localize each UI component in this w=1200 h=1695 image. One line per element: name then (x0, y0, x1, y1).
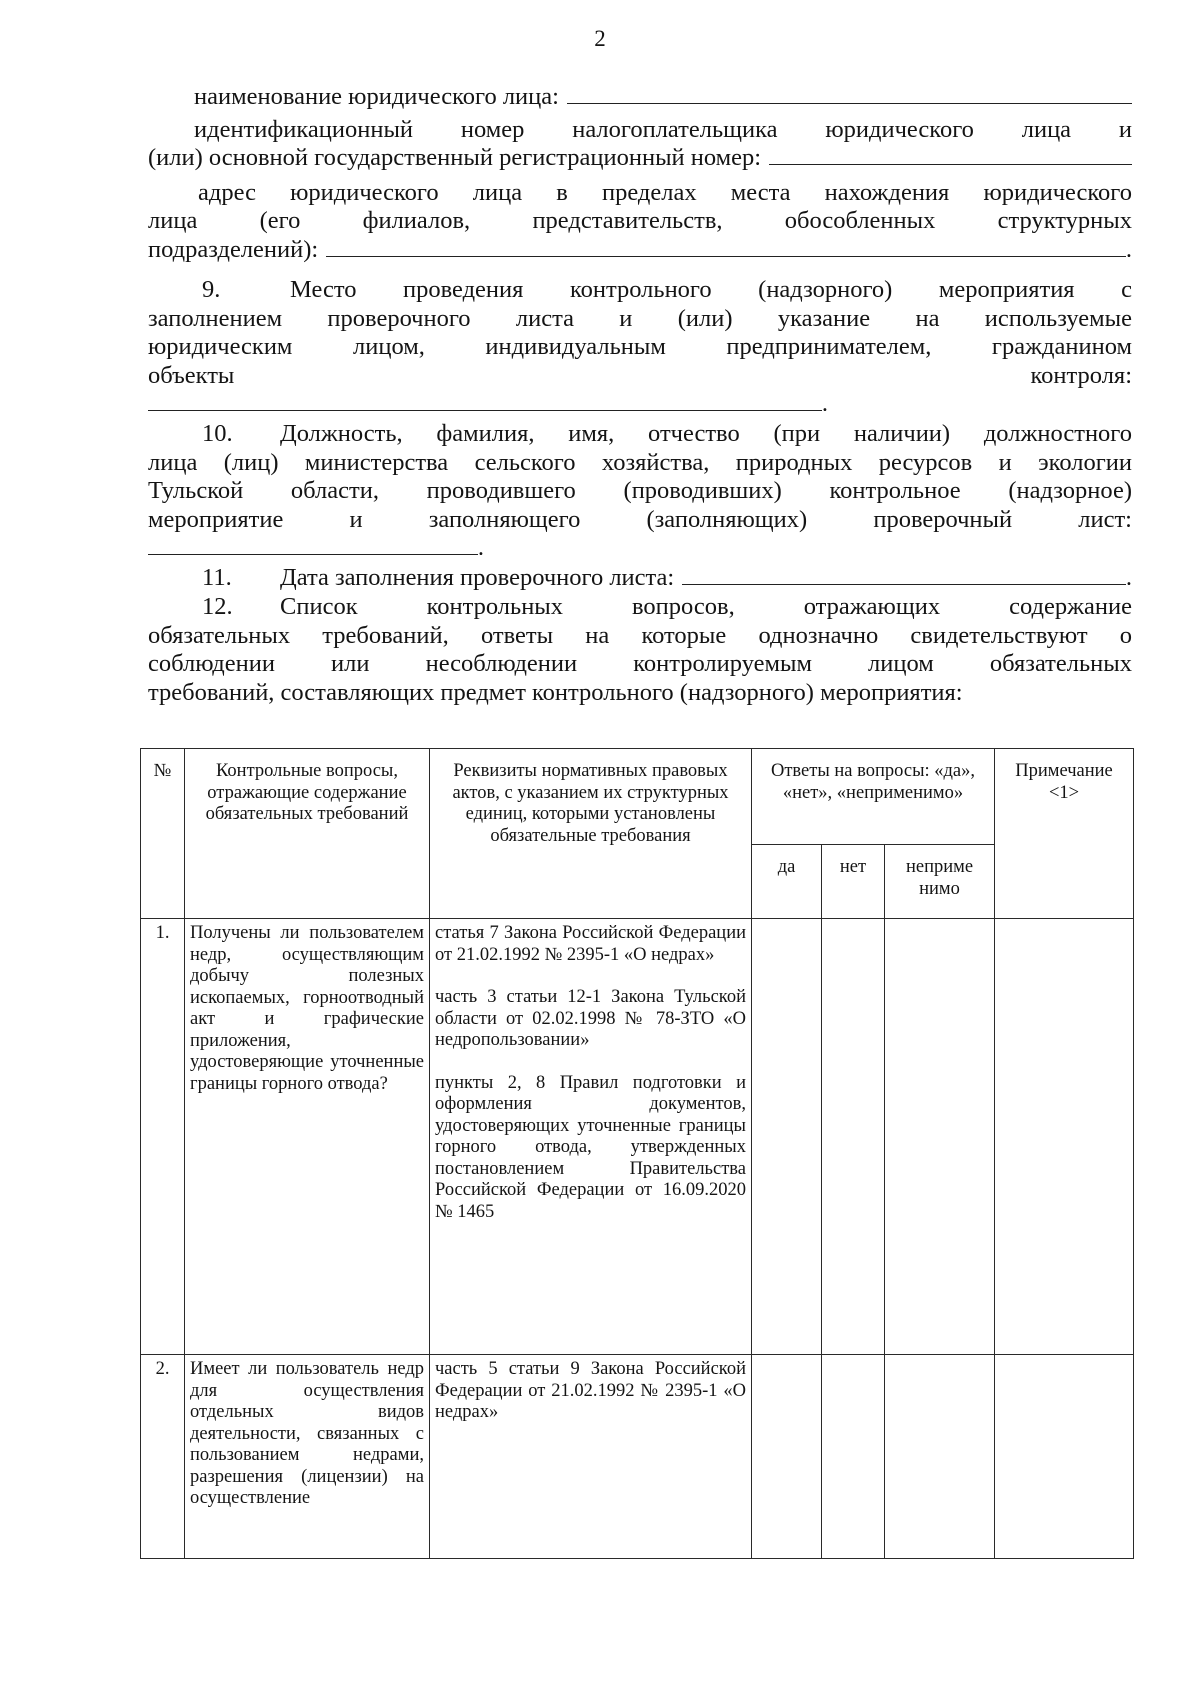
item-10-line-4: мероприятие и заполняющего (заполняющих) проверочный лист: (148, 505, 1132, 533)
row-requisites (430, 1355, 752, 1559)
col-header-no: нет (822, 845, 885, 919)
page-number: 2 (594, 26, 606, 51)
answer-na-cell[interactable] (885, 1355, 995, 1559)
date-blank (682, 564, 1126, 585)
item-12-line-3: соблюдении или несоблюдении контролируемым лицом обязательных (148, 650, 1132, 677)
row-number: 1. (141, 919, 185, 1355)
answer-no-cell[interactable] (822, 1355, 885, 1559)
item-10-blank (148, 534, 478, 555)
table-row (141, 919, 1134, 1355)
col-header-na: неприме нимо (885, 845, 995, 919)
address-period: . (1125, 235, 1132, 263)
legal-name-blank (567, 83, 1132, 104)
item-10-number: 10. (202, 420, 233, 447)
row-question: Получены ли пользователем недр, осуществляющим добычу полезных ископаемых, горноотводный акт и графические приложения, удостоверяющие уточненные границы горного отвода? (185, 919, 430, 1355)
item-12-line-2: обязательных требований, ответы на которые однозначно свидетельствуют о (148, 621, 1132, 649)
inn-line-1: идентификационный номер налогоплательщика юридического лица и (194, 115, 1132, 143)
inn-line-2: (или) основной государственный регистрационный номер: (148, 144, 762, 171)
row-requisites (430, 919, 752, 1355)
col-header-requisites: Реквизиты нормативных правовых актов, с указанием их структурных единиц, которыми установлены обязательные требования (430, 749, 752, 919)
item-9-line-3: юридическим лицом, индивидуальным предпринимателем, гражданином (148, 333, 1132, 360)
item-10 (148, 420, 1132, 563)
item-9 (148, 276, 1132, 419)
row-number: 2. (141, 1355, 185, 1559)
item-10-blank-row (148, 534, 484, 563)
answer-na-cell[interactable] (885, 919, 995, 1355)
requisite-item: статья 7 Закона Российской Федерации от 21.02.1992 № 2395-1 «О недрах» (435, 923, 746, 965)
address-blank (326, 236, 1126, 257)
item-12-number: 12. (202, 593, 233, 620)
row-question: Имеет ли пользователь недр для осуществления отдельных видов деятельности, связанных с пользованием недрами, разрешения (лицензии) на осуществление (185, 1355, 430, 1559)
item-9-line-1: 9. Место проведения контрольного (надзорного) мероприятия с (202, 276, 1132, 303)
col-header-note: Примечание <1> (995, 749, 1134, 919)
address-row-3 (148, 236, 1132, 265)
item-9-blank-row (148, 390, 828, 419)
requisite-item: часть 3 статьи 12-1 Закона Тульской области от 02.02.1998 № 78-ЗТО «О недропользовании» (435, 987, 746, 1050)
item-11-row (148, 564, 1132, 593)
requisite-item: пункты 2, 8 Правил подготовки и оформления документов, удостоверяющих уточненные границы горного отвода, утвержденных постановлением Правительства Российской Федерации от 16.09.2020 № 1465 (435, 1072, 746, 1222)
item-12-line-4: требований, составляющих предмет контрольного (надзорного) мероприятия: (148, 678, 963, 706)
item-10-line-1: 10. Должность, фамилия, имя, отчество (при наличии) должностного (202, 420, 1132, 447)
col-header-answers: Ответы на вопросы: «да», «нет», «неприменимо» (752, 749, 995, 845)
answer-no-cell[interactable] (822, 919, 885, 1355)
item-9-line-2: заполнением проверочного листа и (или) указание на используемые (148, 304, 1132, 332)
legal-name-label: наименование юридического лица: (194, 83, 559, 110)
address-line-2: лица (его филиалов, представительств, обособленных структурных (148, 207, 1132, 234)
address-line-3: подразделений): (148, 235, 319, 263)
col-header-number: № (141, 749, 185, 919)
col-header-questions: Контрольные вопросы, отражающие содержание обязательных требований (185, 749, 430, 919)
answer-yes-cell[interactable] (752, 1355, 822, 1559)
requisite-item: часть 5 статьи 9 Закона Российской Федерации от 21.02.1992 № 2395-1 «О недрах» (435, 1359, 746, 1422)
item-9-number: 9. (202, 276, 221, 303)
item-9-period: . (821, 390, 828, 417)
item-11 (148, 564, 1132, 593)
inn-blank (769, 144, 1132, 165)
inn-row-2 (148, 144, 1132, 173)
col-header-yes: да (752, 845, 822, 919)
legal-entity-fields (148, 83, 1132, 264)
checklist-table (140, 748, 1134, 1559)
item-10-period: . (477, 534, 484, 561)
item-9-blank (148, 390, 822, 411)
note-cell[interactable] (995, 919, 1134, 1355)
note-cell[interactable] (995, 1355, 1134, 1559)
item-12 (148, 593, 1132, 707)
legal-name-row (194, 83, 1132, 112)
item-9-line-4: объекты контроля: (148, 361, 1132, 389)
answer-yes-cell[interactable] (752, 919, 822, 1355)
item-12-line-1: 12. Список контрольных вопросов, отражающих содержание (202, 593, 1132, 620)
item-11-text: Дата заполнения проверочного листа: (280, 564, 675, 591)
table-row (141, 1355, 1134, 1559)
item-11-number: 11. (202, 564, 232, 591)
item-10-line-3: Тульской области, проводившего (проводивших) контрольное (надзорное) (148, 477, 1132, 504)
item-10-line-2: лица (лиц) министерства сельского хозяйства, природных ресурсов и экологии (148, 448, 1132, 476)
address-line-1: адрес юридического лица в пределах места нахождения юридического (198, 178, 1132, 206)
item-11-period: . (1125, 564, 1132, 591)
